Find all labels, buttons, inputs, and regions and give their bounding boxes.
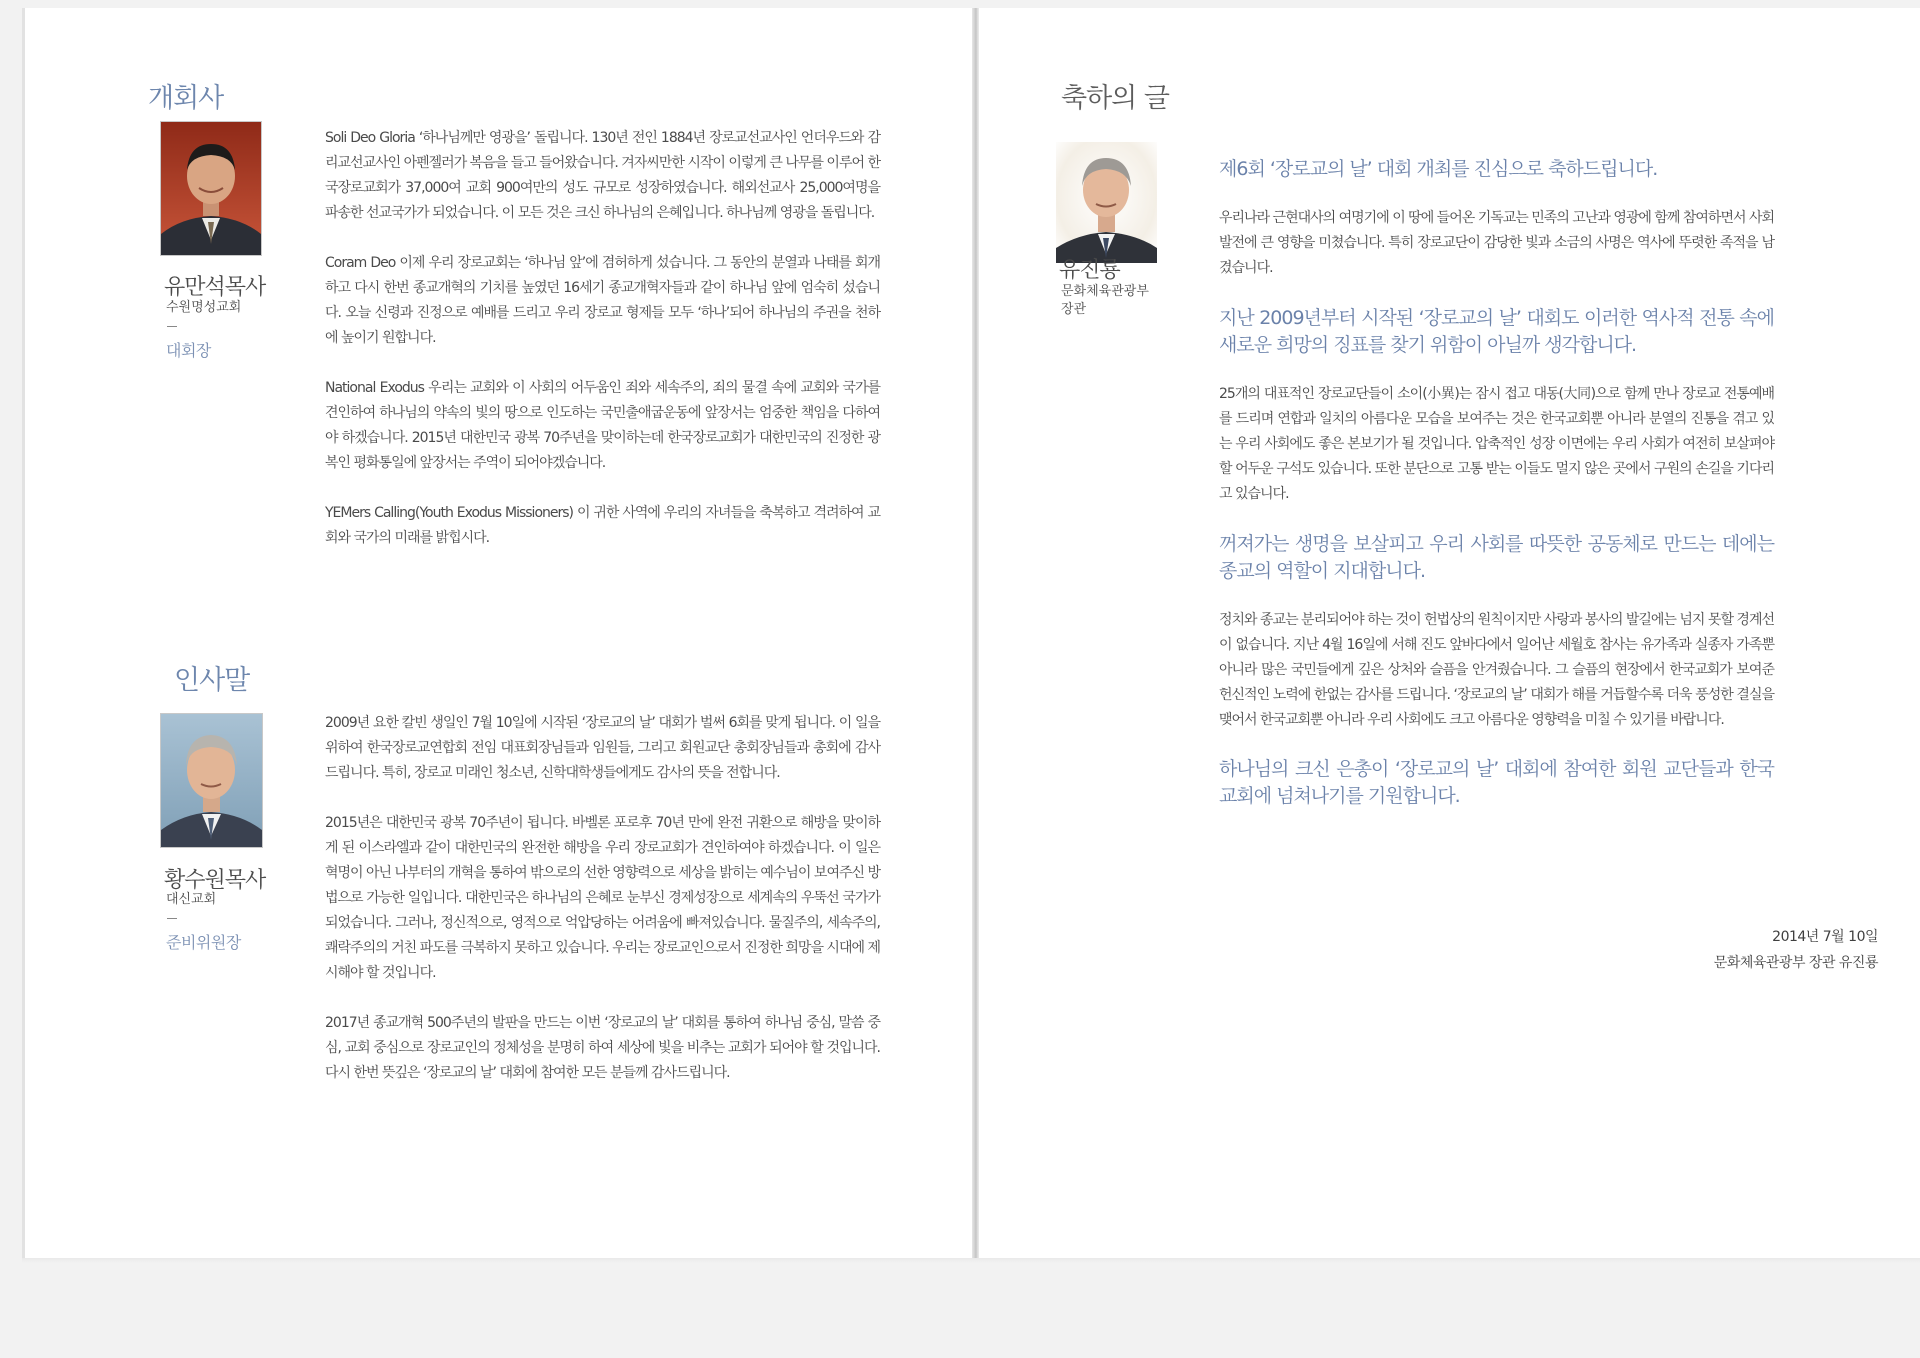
signature-name: 문화체육관광부 장관 유진룡: [1713, 955, 1878, 971]
portrait-photo-opening: [160, 121, 262, 256]
opening-speaker-name: 유만석목사: [164, 275, 266, 300]
paragraph: 25개의 대표적인 장로교단들이 소이(小異)는 잠시 접고 대동(大同)으로 함께 만나 장로교 전통예배를 드리며 연합과 일치의 아름다운 모습을 보여주는 것은 한국교회뿐 아니라 분열의 진통을 겪고 있는 우리 사회에도 좋은 본보기가 될 것입니다. 압축적인 성장 이면에는 우리 사회가 여전히 보살펴야 할 어두운 구석도 있습니다. 또한 분단으로 고통 받는 이들도 멀지 않은 곳에서 구원의 손길을 기다리고 있습니다.: [1219, 386, 1774, 502]
lead-sentence: 제6회 ‘장로교의 날’ 대회 개최를 진심으로 축하드립니다.: [1219, 158, 1658, 180]
paragraph: Soli Deo Gloria ‘하나님께만 영광을’ 돌립니다. 130년 전인 1884년 장로교선교사인 언더우드와 감리교선교사인 아펜젤러가 복음을 들고 들어왔습니다. 겨자씨만한 시작이 이렇게 큰 나무를 이루어 한국장로교회가 37,000여 교회 900여만의 성도 규모로 성장하였습니다. 해외선교사 25,000여명을 파송한 선교국가가 되었습니다. 이 모든 것은 크신 하나님의 은혜입니다. 하나님께 영광을 돌립니다.: [325, 130, 880, 221]
signature-block: [1714, 924, 1878, 976]
paragraph: Coram Deo 이제 우리 장로교회는 ‘하나님 앞’에 겸허하게 섰습니다. 그 동안의 분열과 나태를 회개하고 다시 한번 종교개혁의 기치를 높였던 16세기 종교개혁자들과 같이 하나님 앞에 엄숙히 섰습니다. 오늘 신령과 진정으로 예배를 드리고 우리 장로교 형제들 모두 ‘하나’되어 하나님의 주권을 천하에 높이기 원합니다.: [325, 255, 880, 346]
portrait-photo-greeting: [160, 713, 263, 848]
greeting-speaker-name: 황수원목사: [164, 868, 266, 893]
divider: [167, 326, 177, 327]
lead-sentence: 지난 2009년부터 시작된 ‘장로교의 날’ 대회도 이러한 역사적 전통 속에 새로운 희망의 징표를 찾기 위함이 아닐까 생각합니다.: [1219, 307, 1774, 356]
left-page: [22, 8, 974, 1263]
paragraph: 우리나라 근현대사의 여명기에 이 땅에 들어온 기독교는 민족의 고난과 영광에 함께 참여하면서 사회 발전에 큰 영향을 미쳤습니다. 특히 장로교단이 감당한 빛과 소금의 사명은 역사에 뚜렷한 족적을 남겼습니다.: [1219, 210, 1774, 276]
portrait-photo-minister: [1056, 142, 1157, 263]
opening-speaker-church: 수원명성교회: [166, 300, 242, 315]
minister-name: 유진룡: [1059, 258, 1120, 283]
paragraph: YEMers Calling(Youth Exodus Missioners) 이 귀한 사역에 우리의 자녀들을 축복하고 격려하여 교회와 국가의 미래를 밝힙시다.: [325, 505, 880, 546]
paragraph: 2015년은 대한민국 광복 70주년이 됩니다. 바벨론 포로후 70년 만에 완전 귀환으로 해방을 맞이하게 된 이스라엘과 같이 대한민국의 완전한 해방을 우리 장로교회가 견인하여야 하겠습니다. 이 일은 혁명이 아닌 나부터의 개혁을 통하여 밖으로의 선한 영향력으로 세상을 밝히는 예수님이 보여주신 방법으로 가능한 일입니다. 대한민국은 하나님의 은혜로 눈부신 경제성장으로 세계속의 우뚝선 국가가 되었습니다. 그러나, 정신적으로, 영적으로 억압당하는 어려움에 빠져있습니다. 물질주의, 세속주의, 쾌락주의의 거친 파도를 극복하지 못하고 있습니다. 우리는 장로교인으로서 진정한 희망을 시대에 제시해야 할 것입니다.: [325, 815, 880, 981]
page-bottom-edge: [22, 1258, 1920, 1263]
congrats-body: [1219, 156, 1774, 810]
signature-date: 2014년 7월 10일: [1772, 929, 1878, 945]
opening-address-body: [325, 126, 880, 551]
divider: [167, 918, 177, 919]
paragraph: 정치와 종교는 분리되어야 하는 것이 헌법상의 원칙이지만 사랑과 봉사의 발길에는 넘지 못할 경계선이 없습니다. 지난 4월 16일에 서해 진도 앞바다에서 일어난 세월호 참사는 유가족과 실종자 가족뿐 아니라 많은 국민들에게 깊은 상처와 슬픔을 안겨줬습니다. 그 슬픔의 현장에서 한국교회가 보여준 헌신적인 노력에 한없는 감사를 드립니다. ‘장로교의 날’ 대회가 해를 거듭할수록 더욱 풍성한 결실을 맺어서 한국교회뿐 아니라 우리 사회에도 크고 아름다운 영향력을 미칠 수 있기를 바랍니다.: [1219, 612, 1774, 728]
greeting-body: [325, 711, 880, 1086]
greeting-heading: 인사말: [174, 665, 250, 696]
minister-position: 장관: [1061, 302, 1087, 317]
paragraph: 2017년 종교개혁 500주년의 발판을 만드는 이번 ‘장로교의 날’ 대회를 통하여 하나님 중심, 말씀 중심, 교회 중심으로 장로교인의 정체성을 분명히 하여 세상에 빛을 비추는 교회가 되어야 할 것입니다. 다시 한번 뜻깊은 ‘장로교의 날’ 대회에 참여한 모든 분들께 감사드립니다.: [325, 1015, 880, 1081]
minister-ministry: 문화체육관광부: [1061, 284, 1149, 299]
opening-speaker-role: 대회장: [166, 341, 211, 360]
booklet-spread: [22, 8, 1920, 1263]
minister-title: [1061, 283, 1149, 319]
congrats-heading: 축하의 글: [1061, 83, 1169, 114]
opening-address-heading: 개회사: [148, 83, 224, 114]
paragraph: 2009년 요한 칼빈 생일인 7월 10일에 시작된 ‘장로교의 날’ 대회가 벌써 6회를 맞게 됩니다. 이 일을 위하여 한국장로교연합회 전임 대표회장님들과 임원들, 그리고 회원교단 총회장님들과 총회에 감사드립니다. 특히, 장로교 미래인 청소년, 신학대학생들에게도 감사의 뜻을 전합니다.: [325, 715, 880, 781]
lead-sentence: 하나님의 크신 은총이 ‘장로교의 날’ 대회에 참여한 회원 교단들과 한국교회에 넘쳐나기를 기원합니다.: [1219, 758, 1774, 807]
right-page: [979, 8, 1920, 1263]
greeting-speaker-role: 준비위원장: [166, 933, 241, 952]
page-edge: [22, 8, 25, 1263]
paragraph: National Exodus 우리는 교회와 이 사회의 어두움인 죄와 세속주의, 죄의 물결 속에 교회와 국가를 견인하여 하나님의 약속의 빛의 땅으로 인도하는 국민출애굽운동에 앞장서는 엄중한 책임을 다하여야 하겠습니다. 2015년 대한민국 광복 70주년을 맞이하는데 한국장로교회가 대한민국의 진정한 광복인 평화통일에 앞장서는 주역이 되어야겠습니다.: [325, 380, 880, 471]
greeting-speaker-church: 대신교회: [166, 892, 217, 907]
lead-sentence: 꺼져가는 생명을 보살피고 우리 사회를 따뜻한 공동체로 만드는 데에는 종교의 역할이 지대합니다.: [1219, 533, 1774, 582]
